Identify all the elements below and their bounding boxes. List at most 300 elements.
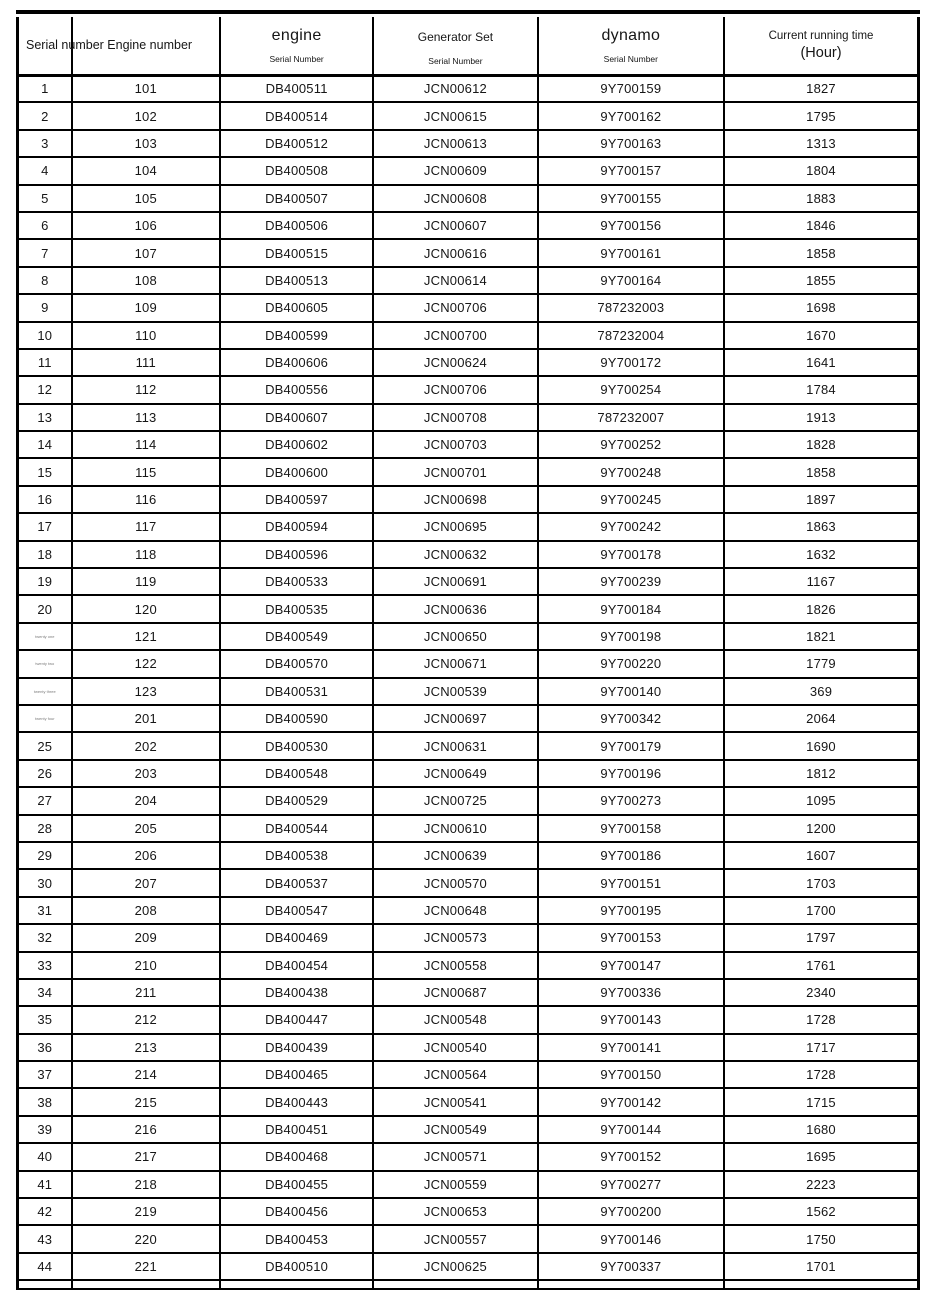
engine-number-cell: 114 <box>72 431 220 458</box>
dynamo-serial-cell: 787232004 <box>538 322 724 349</box>
table-row <box>18 705 919 732</box>
engine-serial-cell: DB400468 <box>220 1143 373 1170</box>
generator-serial-cell: JCN00700 <box>373 322 537 349</box>
dynamo-serial-cell: 9Y700141 <box>538 1034 724 1061</box>
engine-serial-cell: DB400590 <box>220 705 373 732</box>
engine-serial-cell: DB400549 <box>220 623 373 650</box>
serial-cell: 35 <box>18 1006 72 1033</box>
generator-serial-cell: JCN00539 <box>373 678 537 705</box>
table-row <box>18 924 919 951</box>
generator-serial-cell: JCN00631 <box>373 732 537 759</box>
table-row <box>18 1034 919 1061</box>
dynamo-serial-cell: 9Y700151 <box>538 869 724 896</box>
serial-cell: 26 <box>18 760 72 787</box>
generator-serial-cell: JCN00570 <box>373 869 537 896</box>
engine-serial-cell: DB400453 <box>220 1225 373 1252</box>
table-row <box>18 952 919 979</box>
hours-cell: 1607 <box>724 842 918 869</box>
header-running-time-cell <box>724 17 918 75</box>
dynamo-serial-cell: 9Y700158 <box>538 815 724 842</box>
engine-number-cell: 105 <box>72 185 220 212</box>
hours-cell: 1670 <box>724 322 918 349</box>
dynamo-serial-cell: 9Y700337 <box>538 1253 724 1280</box>
generator-serial-cell: JCN00541 <box>373 1088 537 1115</box>
hours-cell: 1827 <box>724 75 918 102</box>
table-row <box>18 458 919 485</box>
table-row <box>18 650 919 677</box>
hours-cell: 1313 <box>724 130 918 157</box>
generator-serial-cell: JCN00571 <box>373 1143 537 1170</box>
dynamo-serial-cell: 9Y700342 <box>538 705 724 732</box>
engine-number-cell: 111 <box>72 349 220 376</box>
serial-cell: 15 <box>18 458 72 485</box>
dynamo-serial-cell <box>538 1280 724 1289</box>
dynamo-serial-cell: 787232003 <box>538 294 724 321</box>
table-row <box>18 1006 919 1033</box>
serial-cell: 13 <box>18 404 72 431</box>
engine-number-cell: 102 <box>72 102 220 129</box>
dynamo-serial-cell: 9Y700200 <box>538 1198 724 1225</box>
dynamo-serial-cell: 9Y700336 <box>538 979 724 1006</box>
generator-serial-cell: JCN00607 <box>373 212 537 239</box>
engine-serial-table <box>16 17 920 1290</box>
engine-serial-cell: DB400514 <box>220 102 373 129</box>
hours-cell: 1632 <box>724 541 918 568</box>
hours-cell: 1897 <box>724 486 918 513</box>
table-row <box>18 185 919 212</box>
engine-number-cell: 215 <box>72 1088 220 1115</box>
generator-serial-cell: JCN00706 <box>373 376 537 403</box>
header-generator-title: Generator Set <box>417 30 494 45</box>
table-row <box>18 130 919 157</box>
engine-serial-cell: DB400606 <box>220 349 373 376</box>
dynamo-serial-cell: 787232007 <box>538 404 724 431</box>
dynamo-serial-cell: 9Y700277 <box>538 1171 724 1198</box>
engine-serial-cell: DB400570 <box>220 650 373 677</box>
header-engine-subtitle: Serial Number <box>269 53 324 64</box>
serial-cell: 5 <box>18 185 72 212</box>
engine-serial-cell: DB400597 <box>220 486 373 513</box>
hours-cell: 1701 <box>724 1253 918 1280</box>
engine-number-cell: 202 <box>72 732 220 759</box>
serial-cell: twenty three <box>18 678 72 705</box>
table-row <box>18 732 919 759</box>
engine-number-cell: 221 <box>72 1253 220 1280</box>
generator-serial-cell: JCN00691 <box>373 568 537 595</box>
dynamo-serial-cell: 9Y700195 <box>538 897 724 924</box>
dynamo-serial-cell: 9Y700186 <box>538 842 724 869</box>
generator-serial-cell: JCN00549 <box>373 1116 537 1143</box>
table-row <box>18 815 919 842</box>
engine-serial-cell: DB400547 <box>220 897 373 924</box>
serial-cell: 17 <box>18 513 72 540</box>
serial-cell: 44 <box>18 1253 72 1280</box>
hours-cell: 1750 <box>724 1225 918 1252</box>
generator-serial-cell: JCN00671 <box>373 650 537 677</box>
hours-cell: 1698 <box>724 294 918 321</box>
engine-serial-cell: DB400605 <box>220 294 373 321</box>
engine-number-cell: 107 <box>72 239 220 266</box>
dynamo-serial-cell: 9Y700178 <box>538 541 724 568</box>
hours-cell: 1821 <box>724 623 918 650</box>
header-running-time-title: Current running time <box>768 29 874 42</box>
engine-serial-cell: DB400556 <box>220 376 373 403</box>
generator-serial-cell: JCN00695 <box>373 513 537 540</box>
serial-cell: 14 <box>18 431 72 458</box>
dynamo-serial-cell: 9Y700184 <box>538 595 724 622</box>
engine-serial-cell: DB400510 <box>220 1253 373 1280</box>
table-row <box>18 486 919 513</box>
engine-number-cell: 213 <box>72 1034 220 1061</box>
dynamo-serial-cell: 9Y700157 <box>538 157 724 184</box>
dynamo-serial-cell: 9Y700162 <box>538 102 724 129</box>
engine-number-cell: 206 <box>72 842 220 869</box>
serial-cell: 25 <box>18 732 72 759</box>
hours-cell: 1826 <box>724 595 918 622</box>
hours-cell: 1812 <box>724 760 918 787</box>
table-row <box>18 623 919 650</box>
engine-number-cell: 120 <box>72 595 220 622</box>
generator-serial-cell: JCN00610 <box>373 815 537 842</box>
generator-serial-cell: JCN00697 <box>373 705 537 732</box>
header-serial-engine-label: Serial number Engine number <box>26 38 193 53</box>
engine-number-cell: 216 <box>72 1116 220 1143</box>
dynamo-serial-cell: 9Y700252 <box>538 431 724 458</box>
serial-cell: 38 <box>18 1088 72 1115</box>
generator-serial-cell: JCN00557 <box>373 1225 537 1252</box>
dynamo-serial-cell: 9Y700248 <box>538 458 724 485</box>
hours-cell: 2340 <box>724 979 918 1006</box>
generator-serial-cell: JCN00624 <box>373 349 537 376</box>
dynamo-serial-cell: 9Y700242 <box>538 513 724 540</box>
table-row <box>18 349 919 376</box>
engine-number-cell: 110 <box>72 322 220 349</box>
engine-number-cell: 220 <box>72 1225 220 1252</box>
table-row <box>18 678 919 705</box>
engine-number-cell: 113 <box>72 404 220 431</box>
engine-number-cell: 115 <box>72 458 220 485</box>
header-dynamo-title: dynamo <box>601 26 661 44</box>
hours-cell: 1703 <box>724 869 918 896</box>
table-row <box>18 979 919 1006</box>
hours-cell: 2223 <box>724 1171 918 1198</box>
generator-serial-cell: JCN00725 <box>373 787 537 814</box>
engine-number-cell: 209 <box>72 924 220 951</box>
engine-number-cell: 217 <box>72 1143 220 1170</box>
serial-cell: 1 <box>18 75 72 102</box>
engine-serial-cell: DB400607 <box>220 404 373 431</box>
generator-serial-cell: JCN00573 <box>373 924 537 951</box>
hours-cell: 1728 <box>724 1061 918 1088</box>
hours-cell: 1700 <box>724 897 918 924</box>
engine-serial-cell: DB400447 <box>220 1006 373 1033</box>
hours-cell: 1641 <box>724 349 918 376</box>
table-row <box>18 1116 919 1143</box>
serial-cell: 28 <box>18 815 72 842</box>
generator-serial-cell: JCN00706 <box>373 294 537 321</box>
generator-serial-cell: JCN00614 <box>373 267 537 294</box>
dynamo-serial-cell: 9Y700196 <box>538 760 724 787</box>
engine-serial-cell: DB400443 <box>220 1088 373 1115</box>
serial-cell: 39 <box>18 1116 72 1143</box>
dynamo-serial-cell: 9Y700220 <box>538 650 724 677</box>
dynamo-serial-cell: 9Y700273 <box>538 787 724 814</box>
table-row <box>18 760 919 787</box>
serial-cell: 30 <box>18 869 72 896</box>
generator-serial-cell: JCN00708 <box>373 404 537 431</box>
dynamo-serial-cell: 9Y700144 <box>538 1116 724 1143</box>
engine-number-cell: 101 <box>72 75 220 102</box>
engine-serial-cell: DB400456 <box>220 1198 373 1225</box>
dynamo-serial-cell: 9Y700153 <box>538 924 724 951</box>
engine-serial-cell: DB400512 <box>220 130 373 157</box>
engine-number-cell: 117 <box>72 513 220 540</box>
engine-serial-cell: DB400529 <box>220 787 373 814</box>
engine-number-cell: 210 <box>72 952 220 979</box>
serial-cell: twenty four <box>18 705 72 732</box>
generator-serial-cell: JCN00612 <box>373 75 537 102</box>
engine-serial-cell: DB400596 <box>220 541 373 568</box>
generator-serial-cell: JCN00613 <box>373 130 537 157</box>
engine-serial-cell: DB400600 <box>220 458 373 485</box>
serial-cell: 34 <box>18 979 72 1006</box>
serial-cell: 18 <box>18 541 72 568</box>
table-row-partial <box>18 1280 919 1289</box>
generator-serial-cell: JCN00650 <box>373 623 537 650</box>
table-row <box>18 102 919 129</box>
engine-serial-cell: DB400469 <box>220 924 373 951</box>
table-row <box>18 294 919 321</box>
dynamo-serial-cell: 9Y700198 <box>538 623 724 650</box>
dynamo-serial-cell: 9Y700239 <box>538 568 724 595</box>
table-row <box>18 267 919 294</box>
engine-serial-cell: DB400544 <box>220 815 373 842</box>
engine-number-cell: 214 <box>72 1061 220 1088</box>
engine-serial-cell: DB400535 <box>220 595 373 622</box>
hours-cell: 1858 <box>724 458 918 485</box>
generator-serial-cell: JCN00615 <box>373 102 537 129</box>
engine-number-cell: 119 <box>72 568 220 595</box>
table-row <box>18 513 919 540</box>
serial-cell: 31 <box>18 897 72 924</box>
engine-number-cell: 207 <box>72 869 220 896</box>
engine-serial-cell: DB400511 <box>220 75 373 102</box>
engine-serial-cell: DB400548 <box>220 760 373 787</box>
hours-cell: 1863 <box>724 513 918 540</box>
table-row <box>18 1253 919 1280</box>
table-row <box>18 897 919 924</box>
engine-serial-cell: DB400455 <box>220 1171 373 1198</box>
engine-serial-cell: DB400513 <box>220 267 373 294</box>
table-row <box>18 1088 919 1115</box>
generator-serial-cell: JCN00608 <box>373 185 537 212</box>
table-row <box>18 568 919 595</box>
header-generator-serial-cell <box>373 17 537 75</box>
dynamo-serial-cell: 9Y700150 <box>538 1061 724 1088</box>
serial-cell: 33 <box>18 952 72 979</box>
engine-serial-cell: DB400465 <box>220 1061 373 1088</box>
generator-serial-cell: JCN00625 <box>373 1253 537 1280</box>
serial-cell: 3 <box>18 130 72 157</box>
generator-serial-cell: JCN00649 <box>373 760 537 787</box>
engine-number-cell: 109 <box>72 294 220 321</box>
engine-number-cell: 211 <box>72 979 220 1006</box>
hours-cell: 1797 <box>724 924 918 951</box>
hours-cell: 1562 <box>724 1198 918 1225</box>
serial-cell: 19 <box>18 568 72 595</box>
table-row <box>18 376 919 403</box>
generator-serial-cell: JCN00616 <box>373 239 537 266</box>
generator-serial-cell: JCN00639 <box>373 842 537 869</box>
hours-cell: 1779 <box>724 650 918 677</box>
engine-number-cell: 116 <box>72 486 220 513</box>
engine-number-cell <box>72 1280 220 1289</box>
hours-cell: 1828 <box>724 431 918 458</box>
engine-serial-cell: DB400507 <box>220 185 373 212</box>
serial-cell: 2 <box>18 102 72 129</box>
table-row <box>18 157 919 184</box>
generator-serial-cell: JCN00648 <box>373 897 537 924</box>
engine-serial-cell: DB400602 <box>220 431 373 458</box>
dynamo-serial-cell: 9Y700142 <box>538 1088 724 1115</box>
hours-cell: 1095 <box>724 787 918 814</box>
serial-cell: 6 <box>18 212 72 239</box>
generator-serial-cell: JCN00540 <box>373 1034 537 1061</box>
dynamo-serial-cell: 9Y700164 <box>538 267 724 294</box>
dynamo-serial-cell: 9Y700155 <box>538 185 724 212</box>
serial-cell: 42 <box>18 1198 72 1225</box>
header-dynamo-subtitle: Serial Number <box>603 53 658 64</box>
table-row <box>18 869 919 896</box>
hours-cell: 1804 <box>724 157 918 184</box>
generator-serial-cell: JCN00653 <box>373 1198 537 1225</box>
dynamo-serial-cell: 9Y700245 <box>538 486 724 513</box>
hours-cell: 1855 <box>724 267 918 294</box>
engine-number-cell: 205 <box>72 815 220 842</box>
engine-serial-cell: DB400508 <box>220 157 373 184</box>
serial-cell: 4 <box>18 157 72 184</box>
table-top-border <box>16 10 920 14</box>
dynamo-serial-cell: 9Y700140 <box>538 678 724 705</box>
hours-cell: 1784 <box>724 376 918 403</box>
engine-serial-cell: DB400439 <box>220 1034 373 1061</box>
table-row <box>18 787 919 814</box>
hours-cell: 369 <box>724 678 918 705</box>
engine-serial-cell: DB400537 <box>220 869 373 896</box>
serial-cell: 9 <box>18 294 72 321</box>
table-header-row <box>18 17 919 75</box>
engine-serial-cell: DB400599 <box>220 322 373 349</box>
table-row <box>18 1198 919 1225</box>
header-generator-subtitle: Serial Number <box>428 56 483 67</box>
engine-serial-cell: DB400451 <box>220 1116 373 1143</box>
hours-cell: 1846 <box>724 212 918 239</box>
generator-serial-cell: JCN00698 <box>373 486 537 513</box>
engine-number-cell: 112 <box>72 376 220 403</box>
serial-cell: 32 <box>18 924 72 951</box>
serial-cell: 16 <box>18 486 72 513</box>
dynamo-serial-cell: 9Y700156 <box>538 212 724 239</box>
serial-cell: 43 <box>18 1225 72 1252</box>
table-row <box>18 1171 919 1198</box>
generator-serial-cell: JCN00701 <box>373 458 537 485</box>
dynamo-serial-cell: 9Y700152 <box>538 1143 724 1170</box>
table-row <box>18 1225 919 1252</box>
engine-number-cell: 212 <box>72 1006 220 1033</box>
engine-number-cell: 123 <box>72 678 220 705</box>
engine-serial-cell <box>220 1280 373 1289</box>
dynamo-serial-cell: 9Y700147 <box>538 952 724 979</box>
table-row <box>18 595 919 622</box>
hours-cell: 1858 <box>724 239 918 266</box>
engine-number-cell: 104 <box>72 157 220 184</box>
engine-number-cell: 201 <box>72 705 220 732</box>
dynamo-serial-cell: 9Y700159 <box>538 75 724 102</box>
serial-cell: 40 <box>18 1143 72 1170</box>
serial-cell: 11 <box>18 349 72 376</box>
engine-number-cell: 203 <box>72 760 220 787</box>
engine-serial-cell: DB400594 <box>220 513 373 540</box>
dynamo-serial-cell: 9Y700179 <box>538 732 724 759</box>
engine-number-cell: 103 <box>72 130 220 157</box>
serial-cell: 27 <box>18 787 72 814</box>
header-engine-title: engine <box>271 26 322 44</box>
generator-serial-cell: JCN00703 <box>373 431 537 458</box>
engine-number-cell: 218 <box>72 1171 220 1198</box>
hours-cell: 1717 <box>724 1034 918 1061</box>
serial-cell: 8 <box>18 267 72 294</box>
engine-number-cell: 106 <box>72 212 220 239</box>
hours-cell: 1695 <box>724 1143 918 1170</box>
dynamo-serial-cell: 9Y700172 <box>538 349 724 376</box>
hours-cell: 1200 <box>724 815 918 842</box>
engine-serial-cell: DB400531 <box>220 678 373 705</box>
table-row <box>18 842 919 869</box>
hours-cell <box>724 1280 918 1289</box>
hours-cell: 1761 <box>724 952 918 979</box>
engine-number-cell: 122 <box>72 650 220 677</box>
serial-cell: 12 <box>18 376 72 403</box>
dynamo-serial-cell: 9Y700254 <box>538 376 724 403</box>
hours-cell: 1715 <box>724 1088 918 1115</box>
serial-cell: 7 <box>18 239 72 266</box>
serial-cell: 37 <box>18 1061 72 1088</box>
serial-cell <box>18 1280 72 1289</box>
table-row <box>18 404 919 431</box>
table-row <box>18 1061 919 1088</box>
table-row <box>18 239 919 266</box>
header-running-time-unit: (Hour) <box>800 44 842 61</box>
table-row <box>18 75 919 102</box>
serial-cell: 36 <box>18 1034 72 1061</box>
hours-cell: 1680 <box>724 1116 918 1143</box>
header-serial-number-cell <box>18 17 193 75</box>
engine-number-cell: 108 <box>72 267 220 294</box>
engine-number-cell: 118 <box>72 541 220 568</box>
generator-serial-cell: JCN00636 <box>373 595 537 622</box>
generator-serial-cell: JCN00687 <box>373 979 537 1006</box>
serial-cell: 10 <box>18 322 72 349</box>
table-body <box>18 75 919 1289</box>
generator-serial-cell <box>373 1280 537 1289</box>
serial-cell: 20 <box>18 595 72 622</box>
generator-serial-cell: JCN00548 <box>373 1006 537 1033</box>
serial-cell: twenty one <box>18 623 72 650</box>
generator-serial-cell: JCN00609 <box>373 157 537 184</box>
hours-cell: 2064 <box>724 705 918 732</box>
engine-serial-cell: DB400515 <box>220 239 373 266</box>
engine-number-cell: 204 <box>72 787 220 814</box>
